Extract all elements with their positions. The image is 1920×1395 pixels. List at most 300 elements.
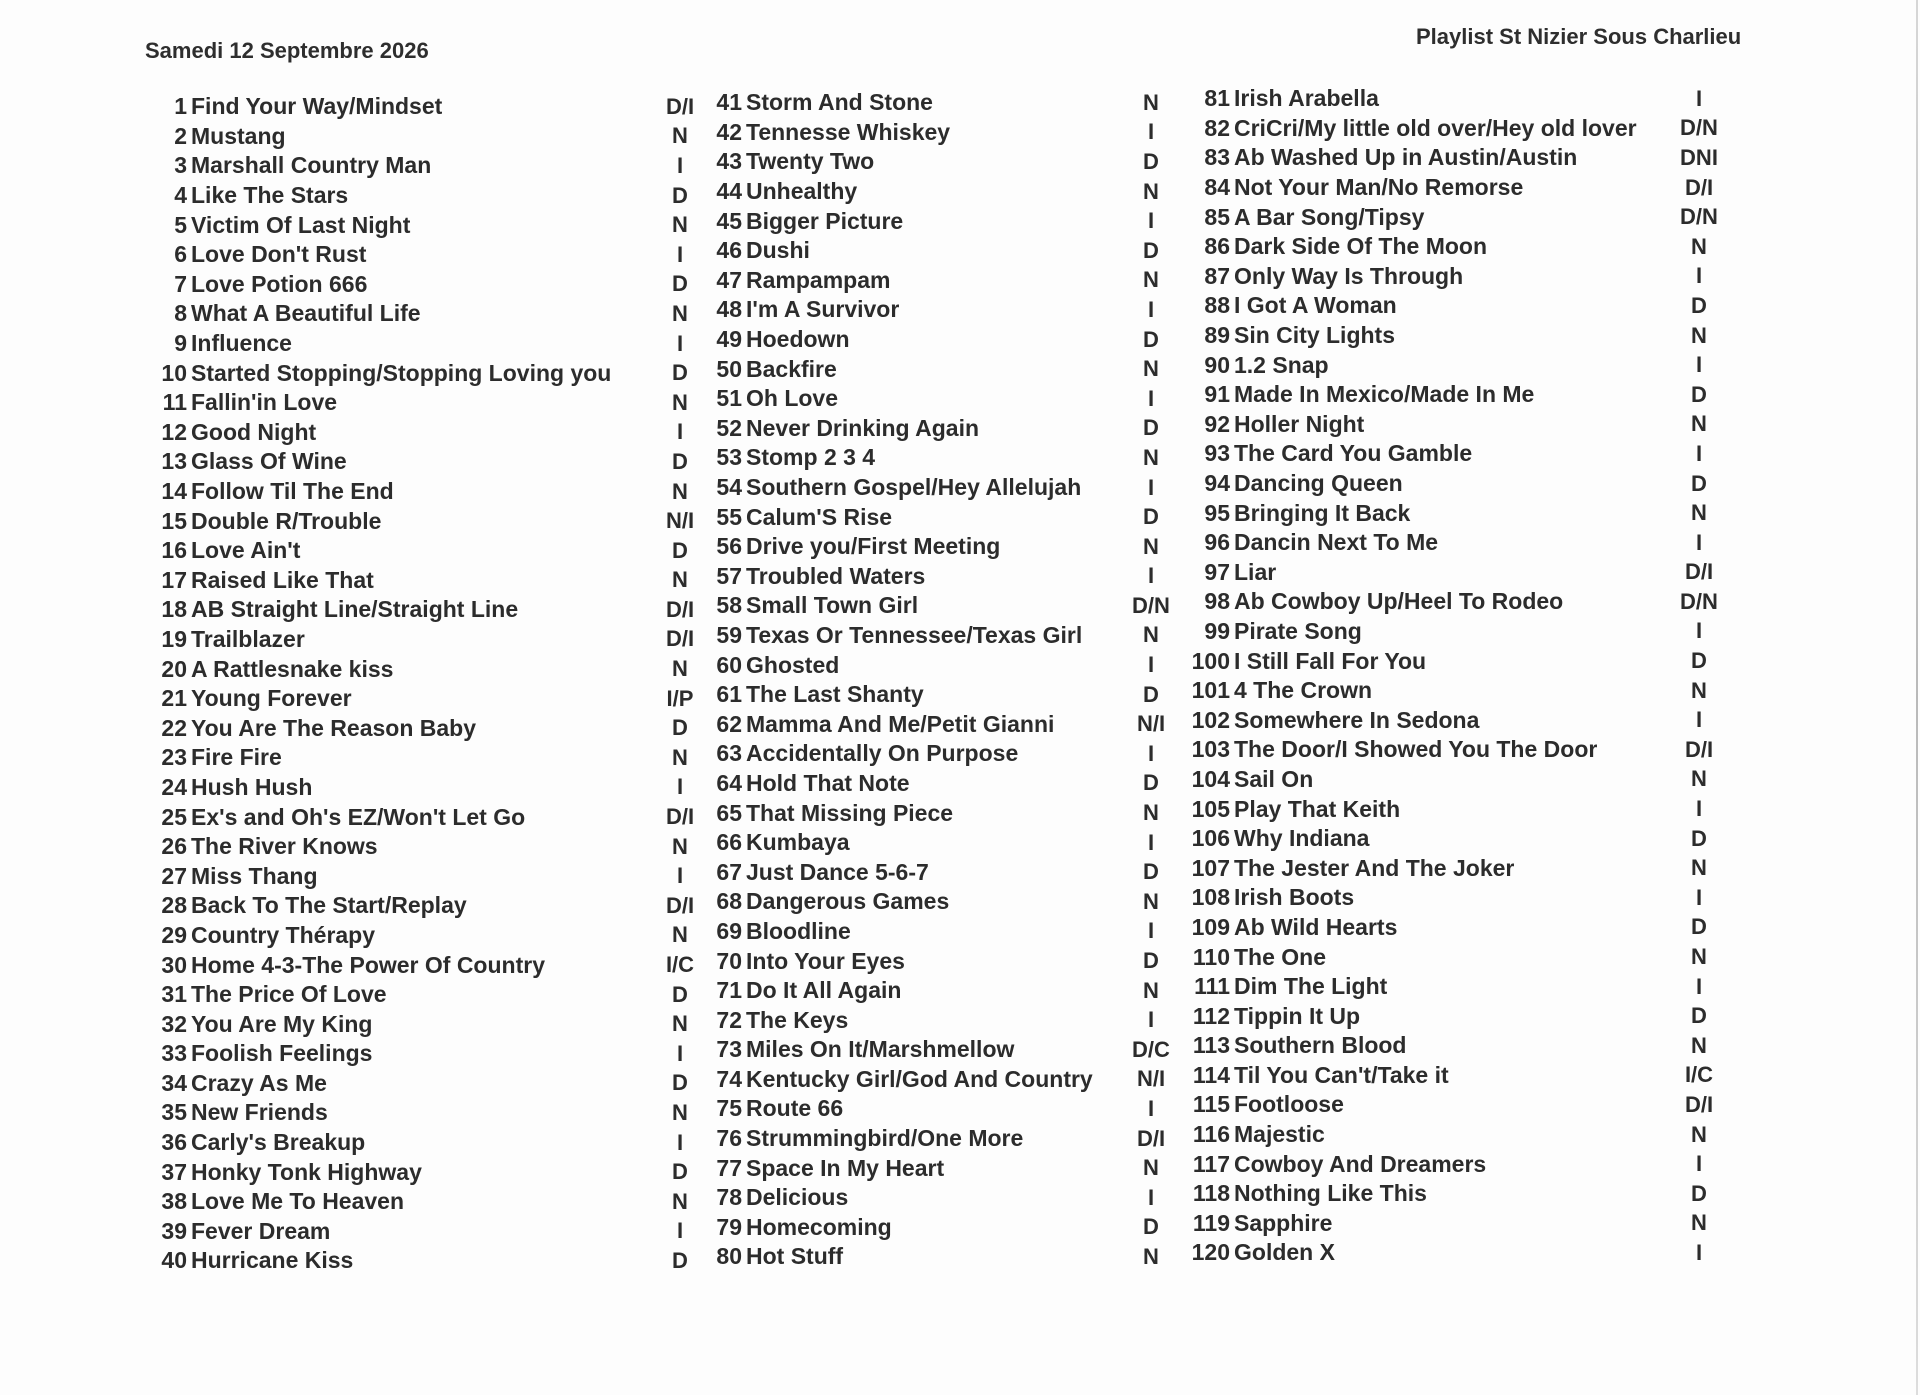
song-number: 47 — [716, 266, 742, 293]
song-row — [706, 88, 1159, 118]
dance-level-code: D/I — [1136, 1125, 1166, 1151]
song-title: New Friends — [191, 1099, 328, 1126]
song-title: Ab Cowboy Up/Heel To Rodeo — [1234, 588, 1564, 615]
song-row — [706, 769, 1159, 799]
dance-level-code: N — [1143, 356, 1159, 382]
song-row — [1186, 705, 1703, 735]
dance-level-code: N — [1691, 1210, 1707, 1236]
song-title: Kumbaya — [746, 829, 850, 856]
dance-level-code: N — [1143, 89, 1159, 115]
song-title: AB Straight Line/Straight Line — [191, 596, 519, 623]
song-title: Raised Like That — [191, 566, 374, 593]
song-title: Dark Side Of The Moon — [1234, 233, 1488, 260]
song-row — [155, 1217, 684, 1247]
song-title: Crazy As Me — [191, 1069, 327, 1096]
dance-level-code: N/I — [665, 508, 695, 534]
song-row — [706, 502, 1159, 532]
song-title: Glass Of Wine — [191, 448, 347, 475]
song-number: 5 — [174, 211, 187, 238]
dance-level-code: D — [672, 537, 688, 563]
song-row — [155, 832, 688, 862]
song-number: 82 — [1204, 114, 1230, 141]
song-title: Fire Fire — [191, 744, 282, 771]
dance-level-code: I — [1695, 1239, 1703, 1265]
song-title: Oh Love — [746, 385, 839, 412]
song-row — [1186, 1238, 1703, 1268]
dance-level-code: I — [1147, 563, 1155, 589]
song-number: 97 — [1204, 558, 1230, 585]
song-number: 91 — [1204, 381, 1230, 408]
dance-level-code: D — [672, 1070, 688, 1096]
song-row — [706, 295, 1155, 325]
dance-level-code: D — [672, 182, 688, 208]
song-number: 119 — [1192, 1209, 1230, 1236]
dance-level-code: N — [1691, 855, 1707, 881]
song-number: 108 — [1191, 884, 1230, 911]
dance-level-code: I — [676, 152, 684, 178]
song-row — [155, 980, 688, 1010]
dance-level-code: I — [1147, 296, 1155, 322]
song-title: Double R/Trouble — [191, 507, 382, 534]
song-title: Miles On It/Marshmellow — [746, 1036, 1015, 1063]
dance-level-code: N — [672, 478, 688, 504]
song-number: 70 — [716, 947, 742, 974]
dance-level-code: D/I — [665, 804, 695, 830]
song-title: You Are My King — [191, 1010, 373, 1037]
dance-level-code: D — [672, 981, 688, 1007]
song-title: Storm And Stone — [746, 89, 933, 116]
song-number: 28 — [161, 892, 187, 919]
dance-level-code: N — [1691, 766, 1707, 792]
dance-level-code: D/I — [1684, 736, 1714, 762]
song-number: 25 — [161, 803, 187, 830]
song-title: Ab Wild Hearts — [1234, 913, 1398, 940]
song-row — [1186, 1090, 1714, 1120]
dance-level-code: D/N — [1680, 588, 1718, 614]
song-number: 68 — [716, 888, 742, 915]
song-row — [1186, 972, 1703, 1002]
dance-level-code: D/I — [1684, 1091, 1714, 1117]
song-title: You Are The Reason Baby — [191, 714, 477, 741]
dance-level-code: D — [1143, 1214, 1159, 1240]
song-number: 57 — [716, 562, 742, 589]
song-row — [155, 566, 688, 596]
song-title: Hush Hush — [191, 773, 313, 800]
playlist-column-2 — [706, 88, 1170, 1272]
song-number: 4 — [174, 182, 187, 209]
song-title: Delicious — [746, 1184, 849, 1211]
song-number: 35 — [161, 1099, 187, 1126]
song-row — [1186, 558, 1714, 588]
song-row — [706, 946, 1159, 976]
dance-level-code: I — [1147, 208, 1155, 234]
song-title: Tennesse Whiskey — [746, 118, 951, 145]
song-number: 61 — [716, 681, 742, 708]
song-title: Mamma And Me/Petit Gianni — [746, 710, 1055, 737]
song-row — [1186, 143, 1718, 173]
dance-level-code: I — [676, 330, 684, 356]
song-title: Foolish Feelings — [191, 1040, 373, 1067]
dance-level-code: D — [1691, 470, 1707, 496]
dance-level-code: I — [676, 241, 684, 267]
song-title: Pirate Song — [1234, 617, 1362, 644]
dance-level-code: I — [1695, 1151, 1703, 1177]
dance-level-code: N — [672, 567, 688, 593]
dance-level-code: I — [1147, 385, 1155, 411]
song-title: Dushi — [746, 237, 810, 264]
song-title: Small Town Girl — [746, 592, 919, 619]
dance-level-code: N — [1143, 178, 1159, 204]
dance-level-code: D/I — [665, 626, 695, 652]
song-row — [706, 325, 1159, 355]
dance-level-code: I — [1147, 652, 1155, 678]
dance-level-code: N — [672, 212, 688, 238]
song-row — [706, 266, 1159, 296]
song-number: 118 — [1192, 1180, 1230, 1207]
song-row — [706, 1035, 1170, 1065]
song-number: 101 — [1191, 677, 1230, 704]
song-row — [706, 680, 1159, 710]
song-row — [1186, 202, 1718, 232]
scan-edge-line — [1916, 0, 1918, 1395]
song-number: 48 — [716, 296, 742, 323]
song-title: Follow Til The End — [191, 478, 394, 505]
song-title: The Jester And The Joker — [1234, 854, 1515, 881]
song-title: Ex's and Oh's EZ/Won't Let Go — [191, 803, 526, 830]
song-title: Dancing Queen — [1234, 470, 1403, 497]
dance-level-code: D — [1143, 681, 1159, 707]
song-row — [1186, 469, 1707, 499]
song-row — [706, 1213, 1159, 1243]
song-title: The River Knows — [191, 833, 378, 860]
song-title: Ghosted — [746, 651, 840, 678]
song-number: 110 — [1192, 943, 1230, 970]
song-title: Rampampam — [746, 266, 891, 293]
dance-level-code: N — [1691, 500, 1707, 526]
song-row — [1186, 1001, 1707, 1031]
dance-level-code: N — [1691, 1121, 1707, 1147]
dance-level-code: I — [676, 1218, 684, 1244]
song-title: Irish Arabella — [1234, 85, 1379, 112]
song-row — [1186, 262, 1703, 292]
song-title: Hold That Note — [746, 769, 910, 796]
song-row — [1186, 646, 1707, 676]
dance-level-code: N — [672, 1011, 688, 1037]
song-title: 1.2 Snap — [1234, 351, 1329, 378]
dance-level-code: D — [672, 448, 688, 474]
song-title: Influence — [191, 330, 292, 357]
song-row — [155, 1128, 684, 1158]
song-row — [706, 1065, 1166, 1095]
song-title: Made In Mexico/Made In Me — [1234, 381, 1535, 408]
song-row — [155, 625, 695, 655]
song-row — [706, 118, 1155, 148]
song-title: Not Your Man/No Remorse — [1234, 174, 1524, 201]
song-row — [155, 1069, 688, 1099]
song-number: 32 — [161, 1010, 187, 1037]
dance-level-code: I — [1147, 119, 1155, 145]
song-title: Carly's Breakup — [191, 1129, 366, 1156]
dance-level-code: I — [1695, 440, 1703, 466]
song-title: Bigger Picture — [746, 207, 904, 234]
song-number: 109 — [1191, 913, 1230, 940]
song-number: 33 — [161, 1040, 187, 1067]
song-row — [155, 299, 688, 329]
song-title: Sapphire — [1234, 1209, 1333, 1236]
song-number: 81 — [1204, 85, 1230, 112]
song-number: 107 — [1191, 854, 1230, 881]
song-number: 45 — [716, 207, 742, 234]
dance-level-code: N — [672, 922, 688, 948]
dance-level-code: D/I — [1684, 559, 1714, 585]
dance-level-code: D — [1691, 648, 1707, 674]
song-row — [1186, 1209, 1707, 1239]
song-row — [706, 473, 1155, 503]
song-number: 99 — [1204, 617, 1230, 644]
dance-level-code: D — [1143, 237, 1159, 263]
dance-level-code: D — [672, 1247, 688, 1273]
dance-level-code: N — [1691, 322, 1707, 348]
song-title: Stomp 2 3 4 — [746, 444, 876, 471]
dance-level-code: D — [1143, 948, 1159, 974]
song-number: 73 — [716, 1036, 742, 1063]
dance-level-code: I/C — [665, 952, 695, 978]
dance-level-code: I — [1147, 474, 1155, 500]
song-title: Love Don't Rust — [191, 241, 367, 268]
song-row — [706, 532, 1159, 562]
song-row — [706, 591, 1170, 621]
song-number: 65 — [716, 799, 742, 826]
song-title: Hurricane Kiss — [191, 1247, 354, 1274]
dance-level-code: N — [1143, 1155, 1159, 1181]
song-title: Cowboy And Dreamers — [1234, 1150, 1487, 1177]
song-row — [1186, 883, 1703, 913]
song-number: 16 — [161, 537, 187, 564]
song-title: Find Your Way/Mindset — [191, 93, 443, 120]
song-number: 117 — [1192, 1150, 1230, 1177]
song-title: Just Dance 5-6-7 — [746, 858, 929, 885]
song-title: Texas Or Tennessee/Texas Girl — [746, 621, 1083, 648]
song-number: 79 — [716, 1213, 742, 1240]
song-row — [155, 891, 695, 921]
dance-level-code: N — [1143, 267, 1159, 293]
song-title: Fallin'in Love — [191, 389, 338, 416]
song-number: 62 — [716, 710, 742, 737]
dance-level-code: N — [672, 1188, 688, 1214]
song-number: 83 — [1204, 144, 1230, 171]
dance-level-code: I — [1695, 618, 1703, 644]
song-title: Do It All Again — [746, 977, 902, 1004]
song-number: 3 — [174, 152, 187, 179]
song-row — [155, 802, 695, 832]
dance-level-code: D — [1143, 415, 1159, 441]
dance-level-code: N — [672, 300, 688, 326]
dance-level-code: N — [1143, 1243, 1159, 1269]
song-title: Kentucky Girl/God And Country — [746, 1065, 1093, 1092]
song-number: 93 — [1204, 440, 1230, 467]
song-title: Backfire — [746, 355, 837, 382]
song-title: Hot Stuff — [746, 1243, 844, 1270]
dance-level-code: D — [1143, 504, 1159, 530]
song-row — [155, 181, 688, 211]
song-row — [155, 654, 688, 684]
dance-level-code: D — [1691, 1003, 1707, 1029]
dance-level-code: D — [1691, 381, 1707, 407]
dance-level-code: D — [672, 271, 688, 297]
song-title: Trailblazer — [191, 625, 305, 652]
dance-level-code: N/I — [1136, 1066, 1166, 1092]
song-number: 98 — [1204, 588, 1230, 615]
song-title: Southern Blood — [1234, 1032, 1407, 1059]
song-row — [706, 917, 1155, 947]
song-row — [155, 536, 688, 566]
song-title: The Card You Gamble — [1234, 440, 1473, 467]
song-number: 56 — [716, 533, 742, 560]
song-row — [706, 798, 1159, 828]
dance-level-code: DNI — [1680, 144, 1718, 170]
song-title: Dim The Light — [1234, 973, 1388, 1000]
song-title: Space In My Heart — [746, 1154, 945, 1181]
song-title: Nothing Like This — [1234, 1180, 1427, 1207]
song-number: 15 — [161, 507, 187, 534]
dance-level-code: I — [1695, 707, 1703, 733]
song-title: Til You Can't/Take it — [1234, 1061, 1449, 1088]
song-number: 44 — [716, 178, 742, 205]
song-row — [706, 1005, 1155, 1035]
song-number: 17 — [161, 566, 187, 593]
song-title: Started Stopping/Stopping Loving you — [191, 359, 612, 386]
song-row — [706, 177, 1159, 207]
song-row — [1186, 1149, 1703, 1179]
song-row — [155, 1098, 688, 1128]
song-row — [706, 1183, 1155, 1213]
song-number: 23 — [161, 744, 187, 771]
dance-level-code: N — [1691, 677, 1707, 703]
song-row — [155, 240, 684, 270]
song-number: 71 — [716, 977, 742, 1004]
song-title: Calum'S Rise — [746, 503, 893, 530]
song-number: 113 — [1192, 1032, 1230, 1059]
song-number: 30 — [161, 951, 187, 978]
song-row — [706, 1094, 1155, 1124]
song-number: 75 — [716, 1095, 742, 1122]
song-title: Drive you/First Meeting — [746, 533, 1001, 560]
song-row — [706, 857, 1159, 887]
song-number: 42 — [716, 118, 742, 145]
song-title: Hoedown — [746, 326, 850, 353]
song-row — [1186, 291, 1707, 321]
dance-level-code: N — [1143, 444, 1159, 470]
dance-level-code: N — [1691, 944, 1707, 970]
song-row — [155, 684, 694, 714]
song-title: Mustang — [191, 122, 286, 149]
song-number: 111 — [1194, 973, 1230, 1000]
song-title: Play That Keith — [1234, 795, 1401, 822]
song-row — [155, 151, 684, 181]
song-row — [155, 329, 684, 359]
song-number: 31 — [161, 981, 187, 1008]
song-row — [1186, 794, 1703, 824]
dance-level-code: I — [676, 1129, 684, 1155]
dance-level-code: I — [676, 419, 684, 445]
dance-level-code: I — [1695, 884, 1703, 910]
song-number: 21 — [161, 685, 187, 712]
song-row — [155, 418, 684, 448]
song-row — [1186, 1061, 1714, 1091]
song-number: 92 — [1204, 410, 1230, 437]
event-date: Samedi 12 Septembre 2026 — [145, 38, 429, 63]
song-row — [706, 414, 1159, 444]
song-number: 19 — [161, 625, 187, 652]
dance-level-code: I — [676, 863, 684, 889]
song-row — [706, 236, 1159, 266]
song-number: 51 — [716, 385, 742, 412]
dance-level-code: D — [1691, 825, 1707, 851]
song-row — [155, 1157, 688, 1187]
song-number: 55 — [716, 503, 742, 530]
song-number: 94 — [1204, 470, 1230, 497]
song-row — [1186, 765, 1707, 795]
song-row — [155, 1187, 688, 1217]
song-row — [155, 210, 688, 240]
song-number: 27 — [161, 862, 187, 889]
song-title: Miss Thang — [191, 862, 318, 889]
dance-level-code: N — [1143, 800, 1159, 826]
dance-level-code: D — [1691, 914, 1707, 940]
song-number: 106 — [1191, 825, 1230, 852]
dance-level-code: I — [1695, 352, 1703, 378]
song-number: 114 — [1192, 1061, 1230, 1088]
song-title: Honky Tonk Highway — [191, 1158, 422, 1185]
song-title: Sail On — [1234, 765, 1314, 792]
song-number: 105 — [1191, 795, 1230, 822]
song-row — [155, 773, 684, 803]
song-number: 2 — [174, 122, 187, 149]
song-number: 64 — [716, 769, 742, 796]
song-row — [1186, 498, 1707, 528]
song-row — [1186, 1031, 1707, 1061]
song-number: 84 — [1204, 174, 1230, 201]
song-number: 49 — [716, 326, 742, 353]
dance-level-code: N — [672, 744, 688, 770]
dance-level-code: I — [1695, 85, 1703, 111]
song-title: The One — [1234, 943, 1327, 970]
song-number: 41 — [716, 89, 742, 116]
song-row — [1186, 1179, 1707, 1209]
dance-level-code: N — [672, 1099, 688, 1125]
song-row — [1186, 942, 1707, 972]
dance-level-code: D — [672, 360, 688, 386]
song-title: The Last Shanty — [746, 681, 924, 708]
song-number: 53 — [716, 444, 742, 471]
song-row — [1186, 321, 1707, 351]
song-row — [1186, 528, 1703, 558]
song-title: I Still Fall For You — [1234, 647, 1427, 674]
dance-level-code: I/P — [666, 685, 694, 711]
dance-level-code: D — [672, 1159, 688, 1185]
song-row — [1186, 676, 1707, 706]
song-title: Accidentally On Purpose — [746, 740, 1019, 767]
song-number: 14 — [161, 478, 187, 505]
song-number: 85 — [1204, 203, 1230, 230]
song-row — [155, 447, 688, 477]
song-row — [155, 122, 688, 152]
dance-level-code: I — [1147, 1007, 1155, 1033]
song-number: 20 — [161, 655, 187, 682]
song-number: 54 — [716, 474, 742, 501]
song-row — [706, 206, 1155, 236]
song-row — [155, 921, 688, 951]
